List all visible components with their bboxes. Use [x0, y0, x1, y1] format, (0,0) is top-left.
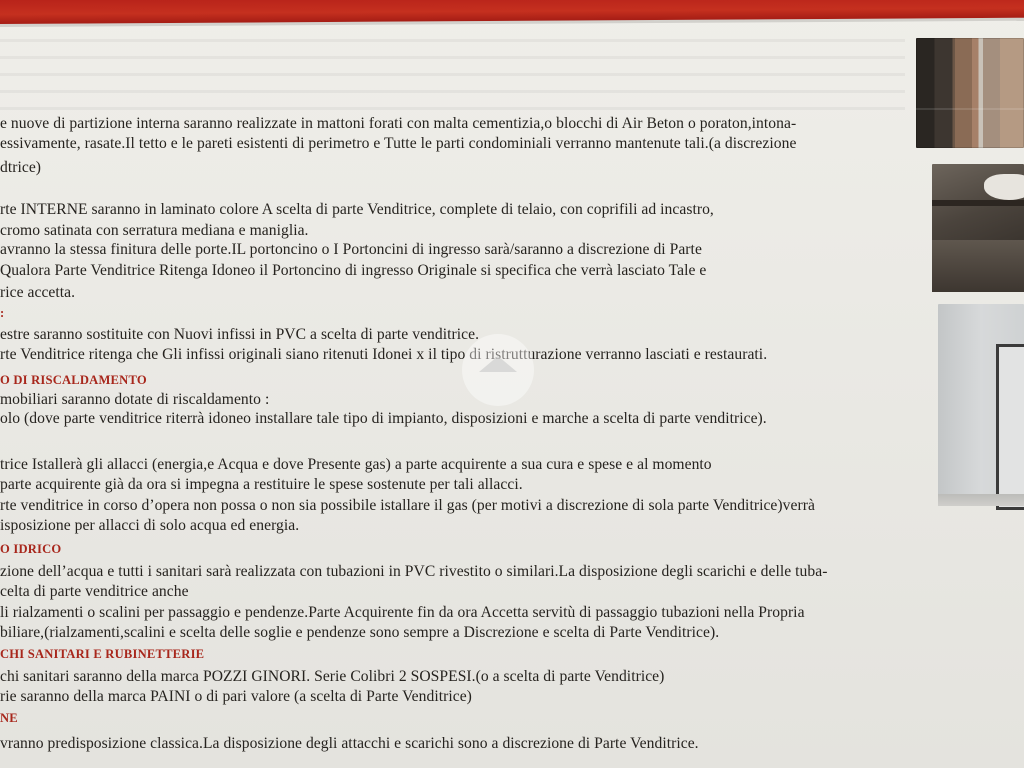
text-line: biliare,(rialzamenti,scalini e scelta delle soglie e pendenze sono sempre a Discrezione e scelta di Parte Venditrice). — [0, 624, 720, 641]
washbasin-shape — [984, 174, 1024, 200]
section-heading: : — [0, 306, 5, 320]
section-heading: O IDRICO — [0, 542, 62, 556]
text-line: parte acquirente già da ora si impegna a restituire le spese sostenute per tali allacci. — [0, 476, 523, 493]
text-line: Qualora Parte Venditrice Ritenga Idoneo il Portoncino di ingresso Originale si specifica che verrà lasciato Tale e — [0, 262, 707, 279]
section-heading: CHI SANITARI E RUBINETTERIE — [0, 647, 205, 661]
text-line: rice accetta. — [0, 284, 76, 301]
text-line: estre saranno sostituite con Nuovi infissi in PVC a scelta di parte venditrice. — [0, 326, 480, 343]
interior-door-photo — [938, 304, 1024, 506]
text-line: rte INTERNE saranno in laminato colore A scelta di parte Venditrice, complete di telaio, con coprifili ad incastro, — [0, 201, 714, 218]
text-line: essivamente, rasate.Il tetto e le pareti esistenti di perimetro e Tutte le parti condominiali verranno mantenute tali.(a discrezione — [0, 135, 797, 152]
text-line: li rialzamenti o scalini per passaggio e pendenze.Parte Acquirente fin da ora Accetta servitù di passaggio tubazioni nella Propria — [0, 604, 805, 621]
text-line: isposizione per allacci di solo acqua ed energia. — [0, 517, 300, 534]
section-heading: O DI RISCALDAMENTO — [0, 373, 147, 387]
text-line: cromo satinata con serratura mediana e maniglia. — [0, 222, 309, 239]
text-line: mobiliari saranno dotate di riscaldamento : — [0, 391, 270, 408]
text-line: rte venditrice in corso d’opera non possa o non sia possibile istallare il gas (per motivi a discrezione di sola parte Venditrice)verrà — [0, 497, 815, 514]
floor-tile-samples-image — [916, 38, 1024, 148]
side-photo-column — [916, 0, 1024, 768]
text-line: avranno la stessa finitura delle porte.IL portoncino o I Portoncini di ingresso sarà/saranno a discrezione di Parte — [0, 241, 702, 258]
door-frame-shape — [996, 344, 1024, 510]
text-line: zione dell’acqua e tutti i sanitari sarà realizzata con tubazioni in PVC rivestito o similari.La disposizione degli scarichi e delle tuba- — [0, 563, 828, 580]
text-line: rte Venditrice ritenga che Gli infissi originali siano ritenuti Idonei x il tipo di ristrutturazione verranno lasciati e restaurati. — [0, 346, 768, 363]
section-heading: NE — [0, 711, 18, 725]
text-line: vranno predisposizione classica.La disposizione degli attacchi e scarichi sono a discrezione di Parte Venditrice. — [0, 735, 699, 752]
bathroom-photo — [932, 164, 1024, 292]
text-line: trice Istallerà gli allacci (energia,e Acqua e dove Presente gas) a parte acquirente a sua cura e spese e al momento — [0, 456, 712, 473]
text-line: chi sanitari saranno della marca POZZI GINORI. Serie Colibri 2 SOSPESI.(o a scelta di parte Venditrice) — [0, 668, 665, 685]
text-line: olo (dove parte venditrice riterrà idoneo installare tale tipo di impianto, disposizioni e marche a scelta di parte venditrice). — [0, 410, 767, 427]
text-line: e nuove di partizione interna saranno realizzate in mattoni forati con malta cementizia,o blocchi di Air Beton o poraton,intona- — [0, 115, 797, 132]
text-line: rie saranno della marca PAINI o di pari valore (a scelta di Parte Venditrice) — [0, 688, 472, 705]
watermark-icon — [462, 334, 534, 406]
text-line: celta di parte venditrice anche — [0, 583, 189, 600]
text-line: dtrice) — [0, 159, 42, 176]
